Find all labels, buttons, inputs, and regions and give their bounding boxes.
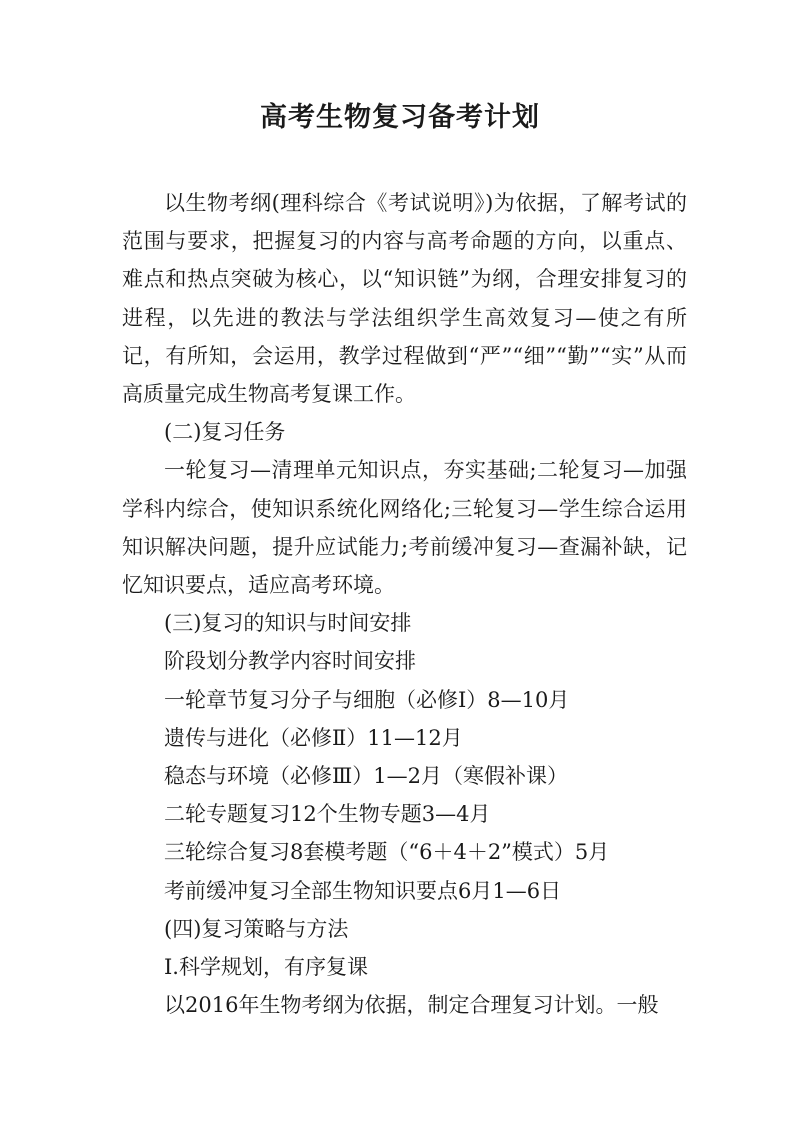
review-tasks-paragraph: 一轮复习—清理单元知识点，夯实基础;二轮复习—加强学科内综合，使知识系统化网络化;三轮复习—学生综合运用知识解决问题，提升应试能力;考前缓冲复习—查漏补缺，记忆知识要点，适应高考环境。 [122,458,687,598]
schedule-header-line: 阶段划分教学内容时间安排 [164,649,416,674]
section-heading-schedule: (三)复习的知识与时间安排 [164,611,412,636]
document-body [122,184,687,1024]
strategy-heading-planning: Ⅰ.科学规划，有序复课 [164,955,368,980]
section-heading-strategies: (四)复习策略与方法 [164,916,349,941]
planning-paragraph-start: 以2016年生物考纲为依据，制定合理复习计划。一般 [164,993,659,1018]
section-heading-review-tasks: (二)复习任务 [164,420,286,445]
intro-paragraph: 以生物考纲(理科综合《考试说明》)为依据，了解考试的范围与要求，把握复习的内容与高考命题的方向，以重点、难点和热点突破为核心，以“知识链”为纲，合理安排复习的进程，以先进的教法与学法组织学生高效复习—使之有所记，有所知，会运用，教学过程做到“严”“细”“勤”“实”从而高质量完成生物高考复课工作。 [122,191,687,407]
schedule-line-genetics: 遗传与进化（必修Ⅱ）11—12月 [164,725,463,750]
schedule-line-round-two: 二轮专题复习12个生物专题3—4月 [164,802,491,827]
schedule-line-final-review: 考前缓冲复习全部生物知识要点6月1—6日 [164,878,562,903]
document-title: 高考生物复习备考计划 [260,102,540,133]
schedule-line-homeostasis: 稳态与环境（必修Ⅲ）1—2月（寒假补课） [164,764,568,789]
schedule-line-round-one: 一轮章节复习分子与细胞（必修Ⅰ）8—10月 [164,687,570,712]
schedule-line-round-three: 三轮综合复习8套模考题（“6＋4＋2”模式）5月 [164,840,610,865]
